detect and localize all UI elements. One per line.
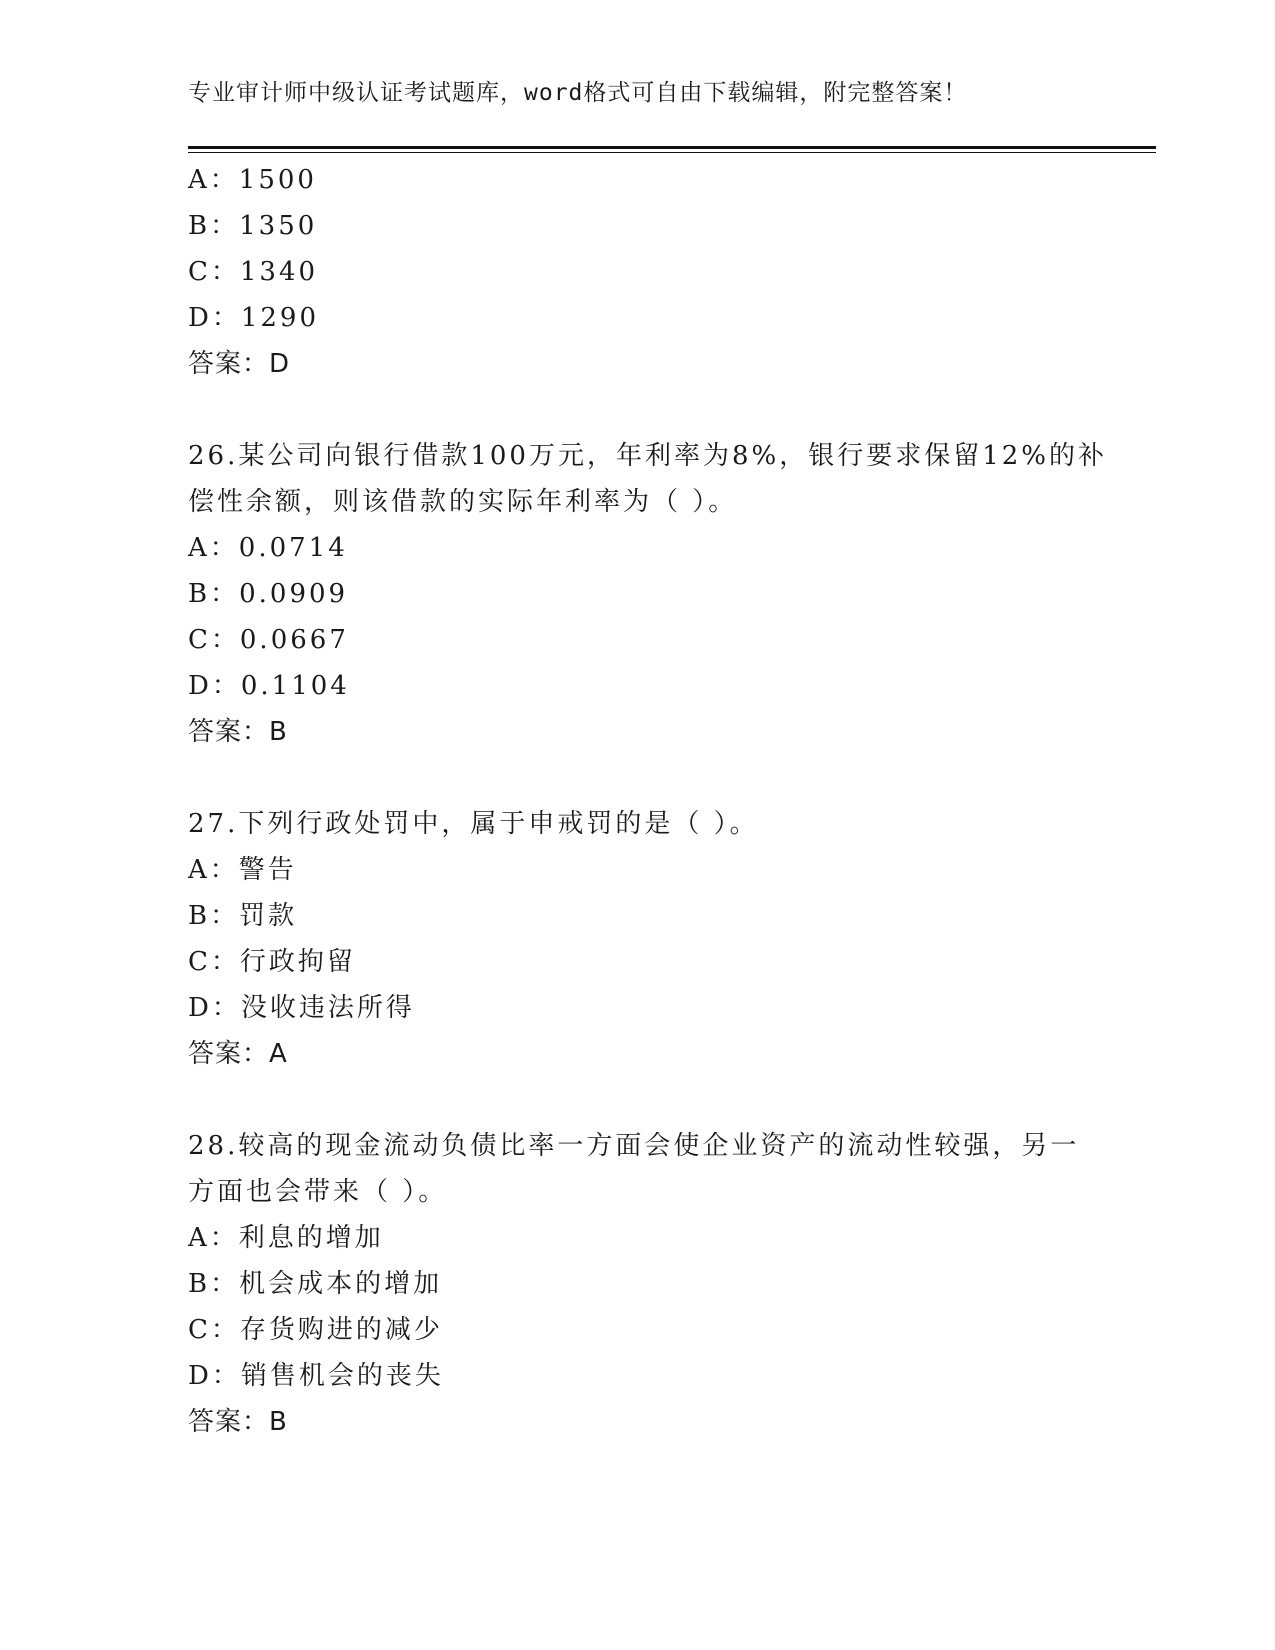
option-b: B：机会成本的增加 bbox=[188, 1269, 443, 1299]
option-c: C：行政拘留 bbox=[188, 947, 356, 977]
option-a: A：警告 bbox=[188, 855, 297, 885]
option-d: D：没收违法所得 bbox=[188, 993, 415, 1023]
question-27 bbox=[188, 801, 1088, 1077]
option-c: C：存货购进的减少 bbox=[188, 1315, 443, 1345]
answer-line: 答案：A bbox=[188, 1039, 288, 1069]
header-rule-thick bbox=[188, 146, 1156, 149]
question-stem-line-2: 方面也会带来（ ）。 bbox=[188, 1177, 448, 1207]
question-spacer bbox=[188, 1077, 1088, 1123]
question-spacer bbox=[188, 755, 1088, 801]
question-stem-line-1: 27.下列行政处罚中，属于申戒罚的是（ ）。 bbox=[188, 809, 759, 839]
answer-line: 答案：B bbox=[188, 1407, 288, 1437]
question-stem-line-2: 偿性余额，则该借款的实际年利率为（ ）。 bbox=[188, 487, 738, 517]
option-d: D：0.1104 bbox=[188, 671, 350, 701]
option-a: A：1500 bbox=[188, 165, 317, 195]
option-b: B：0.0909 bbox=[188, 579, 349, 609]
option-d: D：销售机会的丧失 bbox=[188, 1361, 444, 1391]
header-rule-thin bbox=[188, 152, 1156, 153]
question-28 bbox=[188, 1123, 1088, 1445]
question-content bbox=[188, 157, 1108, 1445]
question-stem-line-1: 26.某公司向银行借款100万元，年利率为8%，银行要求保留12%的补 bbox=[188, 441, 1108, 471]
question-26 bbox=[188, 433, 1108, 755]
option-d: D：1290 bbox=[188, 303, 320, 333]
option-c: C：1340 bbox=[188, 257, 319, 287]
page-header-text: 专业审计师中级认证考试题库，word格式可自由下载编辑，附完整答案！ bbox=[188, 80, 968, 106]
question-stem-line-1: 28.较高的现金流动负债比率一方面会使企业资产的流动性较强，另一 bbox=[188, 1131, 1080, 1161]
answer-line: 答案：D bbox=[188, 349, 291, 379]
option-b: B：1350 bbox=[188, 211, 318, 241]
answer-line: 答案：B bbox=[188, 717, 288, 747]
option-c: C：0.0667 bbox=[188, 625, 349, 655]
option-a: A：利息的增加 bbox=[188, 1223, 384, 1253]
question-25 bbox=[188, 157, 1088, 387]
question-spacer bbox=[188, 387, 1088, 433]
option-a: A：0.0714 bbox=[188, 533, 348, 563]
option-b: B：罚款 bbox=[188, 901, 298, 931]
